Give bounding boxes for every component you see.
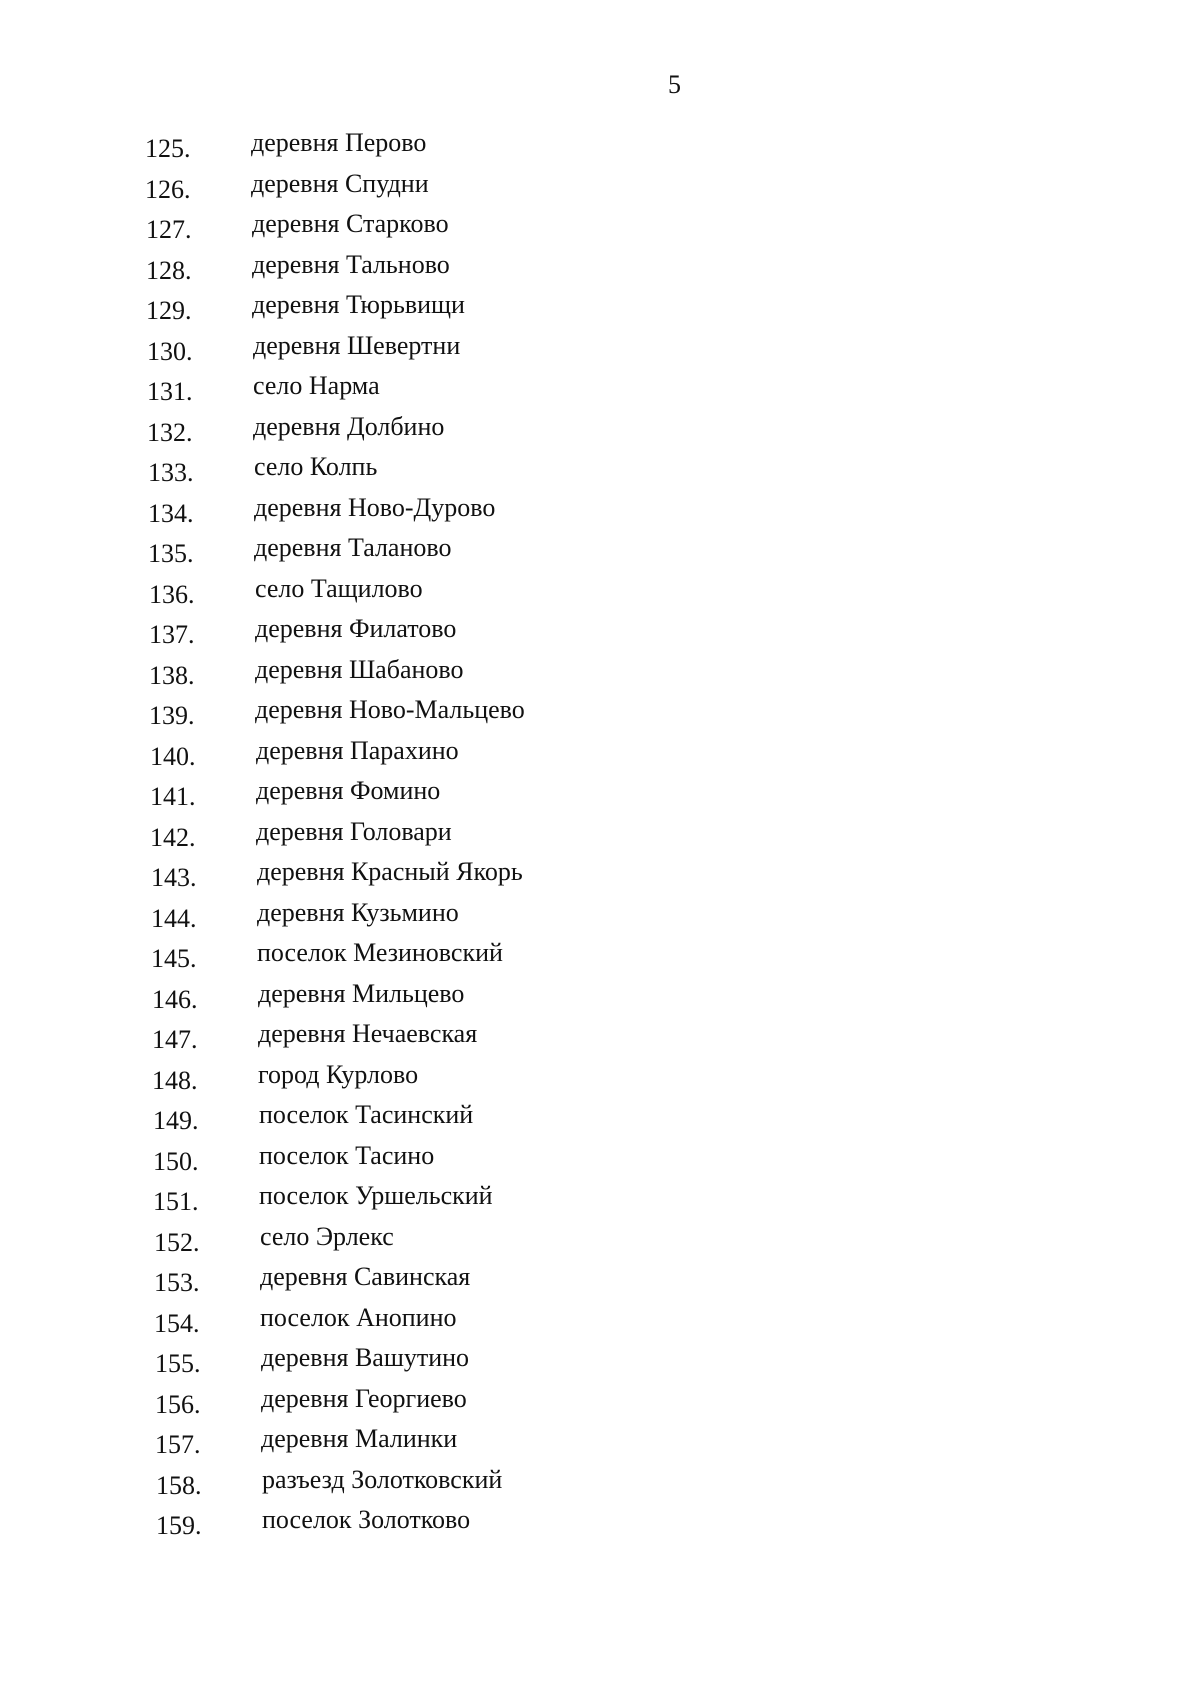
- list-item-name: деревня Головари: [256, 816, 452, 846]
- list-item-name: разъезд Золотковский: [262, 1464, 503, 1494]
- list-item-number: 156.: [155, 1389, 201, 1419]
- list-item-number: 150.: [153, 1146, 199, 1176]
- list-item-number: 149.: [153, 1106, 199, 1135]
- list-item-number: 152.: [154, 1227, 200, 1257]
- list-item-number: 143.: [151, 863, 197, 892]
- list-item-name: деревня Савинская: [260, 1262, 471, 1291]
- list-item-number: 130.: [147, 336, 193, 366]
- list-item-number: 139.: [149, 701, 195, 730]
- list-item-name: деревня Нечаевская: [258, 1019, 478, 1048]
- list-item-number: 136.: [149, 579, 195, 609]
- list-item-number: 125.: [145, 134, 191, 163]
- list-item-name: деревня Филатово: [255, 614, 457, 643]
- list-item-name: деревня Перово: [251, 128, 427, 157]
- list-item-name: деревня Таланово: [254, 533, 452, 562]
- list-item-name: деревня Спудни: [251, 168, 429, 198]
- list-item-name: деревня Ново-Мальцево: [255, 695, 525, 724]
- list-item-name: деревня Старково: [252, 209, 449, 238]
- list-item-name: деревня Фомино: [256, 776, 441, 805]
- list-item-name: деревня Георгиево: [261, 1383, 467, 1413]
- list-item-name: город Курлово: [258, 1059, 419, 1089]
- list-item-number: 154.: [154, 1308, 200, 1338]
- list-item-number: 127.: [146, 215, 192, 244]
- list-item-name: поселок Анопино: [260, 1302, 457, 1332]
- list-item-number: 138.: [149, 660, 195, 690]
- list-item-name: село Нарма: [253, 371, 380, 400]
- list-item-number: 137.: [149, 620, 195, 649]
- list-item-number: 147.: [152, 1025, 198, 1054]
- list-item-name: деревня Парахино: [256, 735, 459, 765]
- list-item-name: деревня Ново-Дурово: [254, 492, 496, 522]
- list-item-name: деревня Красный Якорь: [257, 857, 523, 886]
- list-item-number: 141.: [150, 782, 196, 811]
- list-item-name: поселок Золотково: [262, 1505, 471, 1534]
- list-item-name: поселок Тасино: [259, 1140, 435, 1170]
- list-item-number: 134.: [148, 498, 194, 528]
- list-item-name: деревня Мильцево: [258, 978, 465, 1008]
- list-item-name: деревня Тюрьвищи: [252, 290, 465, 319]
- list-item-number: 148.: [152, 1065, 198, 1095]
- page-number: 5: [668, 70, 681, 99]
- list-item-number: 135.: [148, 539, 194, 568]
- list-item-number: 157.: [155, 1430, 201, 1459]
- list-item-number: 151.: [153, 1187, 199, 1216]
- list-item-number: 140.: [150, 741, 196, 771]
- list-item-name: поселок Уршельский: [259, 1181, 493, 1210]
- list-item-name: село Тащилово: [255, 573, 423, 603]
- list-item-number: 128.: [146, 255, 192, 285]
- list-item-name: поселок Тасинский: [259, 1100, 474, 1129]
- list-item-number: 159.: [156, 1511, 202, 1540]
- list-item-number: 158.: [156, 1470, 202, 1500]
- list-item-number: 126.: [145, 174, 191, 204]
- list-item-number: 146.: [152, 984, 198, 1014]
- list-item-name: деревня Тальново: [252, 249, 450, 279]
- list-item-number: 153.: [154, 1268, 200, 1297]
- list-item-name: деревня Малинки: [261, 1424, 458, 1453]
- list-item-number: 131.: [147, 377, 193, 406]
- list-item-number: 145.: [151, 944, 197, 973]
- list-item-number: 142.: [150, 822, 196, 852]
- list-item-name: деревня Долбино: [253, 411, 445, 441]
- list-item-number: 129.: [146, 296, 192, 325]
- list-item-number: 144.: [151, 903, 197, 933]
- list-item-name: деревня Вашутино: [261, 1343, 470, 1372]
- list-item-number: 133.: [148, 458, 194, 487]
- list-item-name: поселок Мезиновский: [257, 938, 503, 967]
- list-item-number: 155.: [155, 1349, 201, 1378]
- list-item-name: село Эрлекс: [260, 1221, 394, 1251]
- list-item-name: деревня Шабаново: [255, 654, 464, 684]
- list-item-name: деревня Шевертни: [253, 330, 461, 360]
- list-item-name: деревня Кузьмино: [257, 897, 459, 927]
- list-item-name: село Колпь: [254, 452, 378, 481]
- list-item-number: 132.: [147, 417, 193, 447]
